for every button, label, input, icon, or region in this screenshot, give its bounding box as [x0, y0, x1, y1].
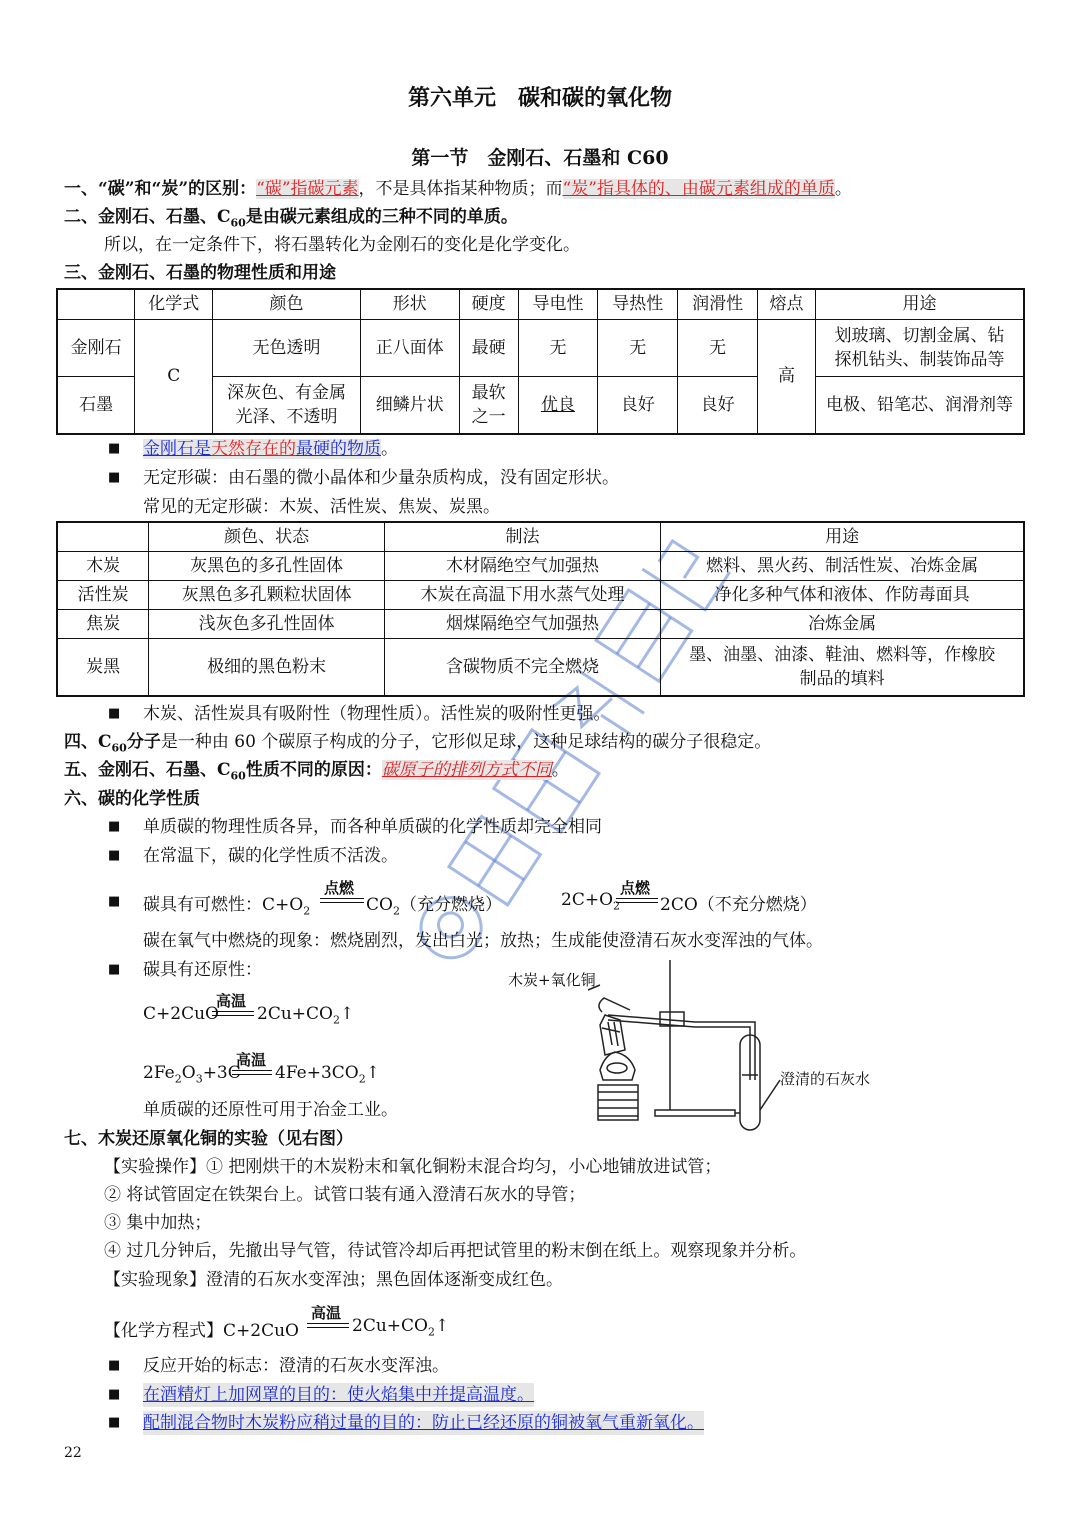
- metallurgy-note: 单质碳的还原性可用于冶金工业。: [143, 1100, 398, 1120]
- eq-c-product: 2Cu+CO: [352, 1316, 428, 1336]
- equals-sign-b: [232, 1070, 272, 1075]
- bullet-square: ■: [108, 441, 121, 456]
- th-use: 用途: [661, 522, 1024, 551]
- item-2: [64, 205, 518, 235]
- item-4-lead: 四、C: [64, 732, 112, 752]
- activated-state: 灰黑色多孔颗粒状固体: [149, 580, 385, 609]
- reaction-start-sign: 反应开始的标志：澄清的石灰水变浑浊。: [143, 1356, 449, 1376]
- item-2-rest: 是由碳元素组成的三种不同的单质。: [245, 207, 518, 227]
- th-lubricity: 润滑性: [678, 289, 758, 319]
- condition-ignite-2: 点燃: [620, 879, 651, 897]
- charcoal-method: 木材隔绝空气加强热: [384, 551, 660, 580]
- combustion-eq2-right: 2CO（不充分燃烧）: [660, 895, 817, 915]
- eq-b-right: [275, 1063, 380, 1085]
- gas-arrow: ↑: [434, 1316, 450, 1336]
- diamond-color: 无色透明: [213, 319, 361, 376]
- figure-label-tube: 木炭+氧化铜: [508, 971, 596, 989]
- eq-b-product: 4Fe+3CO: [275, 1063, 359, 1083]
- condition-ignite-1: 点燃: [324, 879, 355, 897]
- th-shape: 形状: [360, 289, 459, 319]
- operation-step-1: 【实验操作】① 把刚烘干的木炭粉末和氧化铜粉末混合均匀，小心地铺放进试管；: [104, 1157, 722, 1177]
- th-method: 制法: [384, 522, 660, 551]
- experiment-apparatus-figure: [560, 960, 800, 1140]
- phenomenon: 【实验现象】澄清的石灰水变浑浊；黑色固体逐渐变成红色。: [104, 1270, 563, 1290]
- note-diamond: [143, 437, 398, 461]
- eq2-left-text: 2C+O: [561, 890, 614, 910]
- item-6: 六、碳的化学性质: [64, 789, 200, 809]
- th-hardness: 硬度: [459, 289, 518, 319]
- equals-sign-a: [212, 1011, 254, 1016]
- eq-a-left: C+2CuO: [143, 1004, 219, 1024]
- operation-step-4: ④ 过几分钟后，先撤出导气管，待试管冷却后再把试管里的粉末倒在纸上。观察现象并分析。: [104, 1241, 807, 1261]
- item-2-note: 所以，在一定条件下，将石墨转化为金刚石的变化是化学变化。: [104, 235, 580, 255]
- row-activated-name: 活性炭: [57, 580, 149, 609]
- item-1-end: 。: [834, 179, 852, 199]
- bullet-square: ■: [108, 848, 121, 863]
- combustion-phenomenon: 碳在氧气中燃烧的现象：燃烧剧烈，发出白光；放热；生成能使澄清石灰水变浑浊的气体。: [143, 931, 823, 951]
- gas-arrow: ↑: [365, 1063, 380, 1083]
- diamond-lubricity: 无: [678, 319, 758, 376]
- reducibility-label: 碳具有还原性：: [143, 960, 262, 980]
- diamond-use-line2: 探机钻头、制装饰品等: [834, 349, 1005, 370]
- combustion-eq2-left: [561, 890, 620, 912]
- diamond-use-line1: 划玻璃、切割金属、钻: [834, 325, 1005, 346]
- eq-a-right: [257, 1004, 354, 1026]
- eq-a-subscript: 2: [332, 1013, 340, 1027]
- row-coke-name: 焦炭: [57, 609, 149, 638]
- diamond-use: [815, 319, 1024, 376]
- formula-cell: C: [135, 319, 213, 434]
- gas-arrow: ↑: [339, 1004, 355, 1024]
- diamond-thermal: 无: [598, 319, 678, 376]
- item-1-mid: ，不是具体指某种物质；而: [358, 179, 563, 199]
- carbonblack-use-line2: 制品的填料: [799, 668, 885, 689]
- th-thermal: 导热性: [598, 289, 678, 319]
- item-5-end: 。: [551, 760, 569, 780]
- co2-text: CO: [366, 895, 393, 915]
- graphite-hardness-line1: 最软: [471, 382, 506, 403]
- charcoal-use: 燃料、黑火药、制活性炭、冶炼金属: [661, 551, 1024, 580]
- carbonblack-state: 极细的黑色粉末: [149, 638, 385, 696]
- note-diamond-d: 。: [381, 439, 398, 459]
- corner-cell: [57, 522, 149, 551]
- excess-carbon-purpose: 配制混合物时木炭粉应稍过量的目的：防止已经还原的铜被氧气重新氧化。: [143, 1413, 704, 1433]
- graphite-use: 电极、铅笔芯、润滑剂等: [815, 376, 1024, 434]
- th-color: 颜色: [213, 289, 361, 319]
- note-diamond-c: 最硬的物质: [296, 439, 381, 459]
- eq-a-product: 2Cu+CO: [257, 1004, 333, 1024]
- bullet-square: ■: [108, 470, 121, 485]
- eq-c-subscript: 2: [427, 1325, 435, 1339]
- page-title: 第六单元 碳和碳的氧化物: [407, 85, 672, 111]
- carbonblack-method: 含碳物质不完全燃烧: [384, 638, 660, 696]
- note-diamond-b: 天然存在的: [211, 439, 296, 459]
- eq-b-o: O: [181, 1063, 196, 1083]
- eq-c-right: [352, 1316, 449, 1338]
- note-adsorption: 木炭、活性炭具有吸附性（物理性质）。活性炭的吸附性更强。: [143, 704, 611, 724]
- bullet-square: ■: [108, 1415, 121, 1430]
- row-diamond-name: 金刚石: [57, 319, 135, 376]
- coke-method: 烟煤隔绝空气加强热: [384, 609, 660, 638]
- bullet-square: ■: [108, 1358, 121, 1373]
- chem-note-2: 在常温下，碳的化学性质不活泼。: [143, 846, 398, 866]
- graphite-hardness: [459, 376, 518, 434]
- item-5-bold: 性质不同的原因：: [245, 760, 382, 780]
- chem-note-1: 单质碳的物理性质各异，而各种单质碳的化学性质却完全相同: [143, 817, 602, 837]
- operation-step-3: ③ 集中加热；: [104, 1213, 212, 1233]
- graphite-color-line1: 深灰色、有金属: [227, 382, 347, 403]
- item-5-sub: 60: [230, 769, 246, 783]
- eq-b-fe: 2Fe: [143, 1063, 175, 1083]
- combustion-label: 碳具有可燃性：: [143, 895, 262, 915]
- amorphous-carbon-table: [56, 521, 1025, 697]
- item-2-sub: 60: [230, 216, 246, 230]
- item-4-bold: 分子: [126, 732, 161, 752]
- item-1-key-b: “炭”指具体的、由碳元素组成的单质: [562, 179, 835, 199]
- condition-high-temp-a: 高温: [216, 992, 247, 1010]
- th-use: 用途: [815, 289, 1024, 319]
- item-4: [64, 730, 771, 760]
- diamond-hardness: 最硬: [459, 319, 518, 376]
- equals-sign-2: [616, 898, 658, 903]
- activated-method: 木炭在高温下用水蒸气处理: [384, 580, 660, 609]
- item-4-rest: 是一种由 60 个碳原子构成的分子，它形似足球，这种足球结构的碳分子很稳定。: [160, 732, 772, 752]
- bullet-square: ■: [108, 894, 121, 909]
- th-formula: 化学式: [135, 289, 213, 319]
- item-1-key-a: “碳”指碳元素: [256, 179, 359, 199]
- properties-table: [56, 288, 1025, 435]
- equals-sign-c: [307, 1323, 349, 1328]
- item-1: [64, 177, 852, 201]
- item-5-key: 碳原子的排列方式不同: [381, 760, 552, 780]
- melting-cell: 高: [758, 319, 816, 434]
- note-diamond-a: 金刚石是: [143, 439, 211, 459]
- item-5-lead: 五、金刚石、石墨、C: [64, 760, 231, 780]
- combustion-eq1-left: C+O: [262, 895, 304, 915]
- bullet-square: ■: [108, 706, 121, 721]
- charcoal-state: 灰黑色的多孔性固体: [149, 551, 385, 580]
- bullet-square: ■: [108, 1387, 121, 1402]
- graphite-shape: 细鳞片状: [360, 376, 459, 434]
- th-melting: 熔点: [758, 289, 816, 319]
- graphite-lubricity: 良好: [678, 376, 758, 434]
- item-7: 七、木炭还原氧化铜的实验（见右图）: [64, 1129, 353, 1149]
- th-conductivity: 导电性: [518, 289, 598, 319]
- graphite-color: [213, 376, 361, 434]
- graphite-thermal: 良好: [598, 376, 678, 434]
- eq-b-left: [143, 1063, 241, 1085]
- corner-cell: [57, 289, 135, 319]
- section-title: 第一节 金刚石、石墨和 C60: [411, 147, 669, 169]
- combustion-eq1-right: [366, 890, 502, 917]
- condition-high-temp-c: 高温: [311, 1304, 342, 1322]
- item-3: 三、金刚石、石墨的物理性质和用途: [64, 263, 336, 283]
- condition-high-temp-b: 高温: [236, 1051, 267, 1069]
- eq2-o2-subscript: 2: [613, 899, 621, 913]
- net-cover-purpose: 在酒精灯上加网罩的目的：使火焰集中并提高温度。: [143, 1385, 534, 1405]
- co2-subscript: 2: [392, 904, 400, 918]
- complete-combustion: （充分燃烧）: [399, 895, 502, 915]
- graphite-conductivity: [518, 376, 598, 434]
- activated-use: 净化多种气体和液体、作防毒面具: [661, 580, 1024, 609]
- row-charcoal-name: 木炭: [57, 551, 149, 580]
- carbonblack-use: [661, 638, 1024, 696]
- figure-label-limewater: 澄清的石灰水: [780, 1070, 871, 1088]
- note-amorphous-list: 常见的无定形碳：木炭、活性炭、焦炭、炭黑。: [143, 497, 500, 517]
- o2-subscript: 2: [303, 904, 311, 918]
- graphite-color-line2: 光泽、不透明: [235, 406, 338, 427]
- bullet-square: ■: [108, 819, 121, 834]
- row-carbonblack-name: 炭黑: [57, 638, 149, 696]
- page-number: 22: [64, 1445, 82, 1461]
- eq-c-left: 【化学方程式】C+2CuO: [104, 1321, 299, 1341]
- note-amorphous: 无定形碳：由石墨的微小晶体和少量杂质构成，没有固定形状。: [143, 468, 619, 488]
- eq-b-sub2: 3: [195, 1072, 203, 1086]
- eq-b-sub1: 2: [174, 1072, 182, 1086]
- item-5: [64, 758, 569, 788]
- row-graphite-name: 石墨: [57, 376, 135, 434]
- diamond-shape: 正八面体: [360, 319, 459, 376]
- coke-state: 浅灰色多孔性固体: [149, 609, 385, 638]
- coke-use: 冶炼金属: [661, 609, 1024, 638]
- eq-b-c: +3C: [202, 1063, 241, 1083]
- graphite-hardness-line2: 之一: [471, 406, 506, 427]
- equals-sign-1: [320, 898, 364, 903]
- combustion-line: [143, 890, 310, 917]
- eq-b-sub3: 2: [358, 1072, 366, 1086]
- item-4-sub: 60: [111, 741, 127, 755]
- th-state: 颜色、状态: [149, 522, 385, 551]
- graphite-conductivity-text: 优良: [540, 394, 575, 415]
- item-1-lead: 一、“碳”和“炭”的区别：: [64, 179, 257, 199]
- diamond-conductivity: 无: [518, 319, 598, 376]
- carbonblack-use-line1: 墨、油墨、油漆、鞋油、燃料等，作橡胶: [689, 644, 996, 665]
- operation-step-2: ② 将试管固定在铁架台上。试管口装有通入澄清石灰水的导管；: [104, 1185, 586, 1205]
- bullet-square: ■: [108, 962, 121, 977]
- item-2-lead: 二、金刚石、石墨、C: [64, 207, 231, 227]
